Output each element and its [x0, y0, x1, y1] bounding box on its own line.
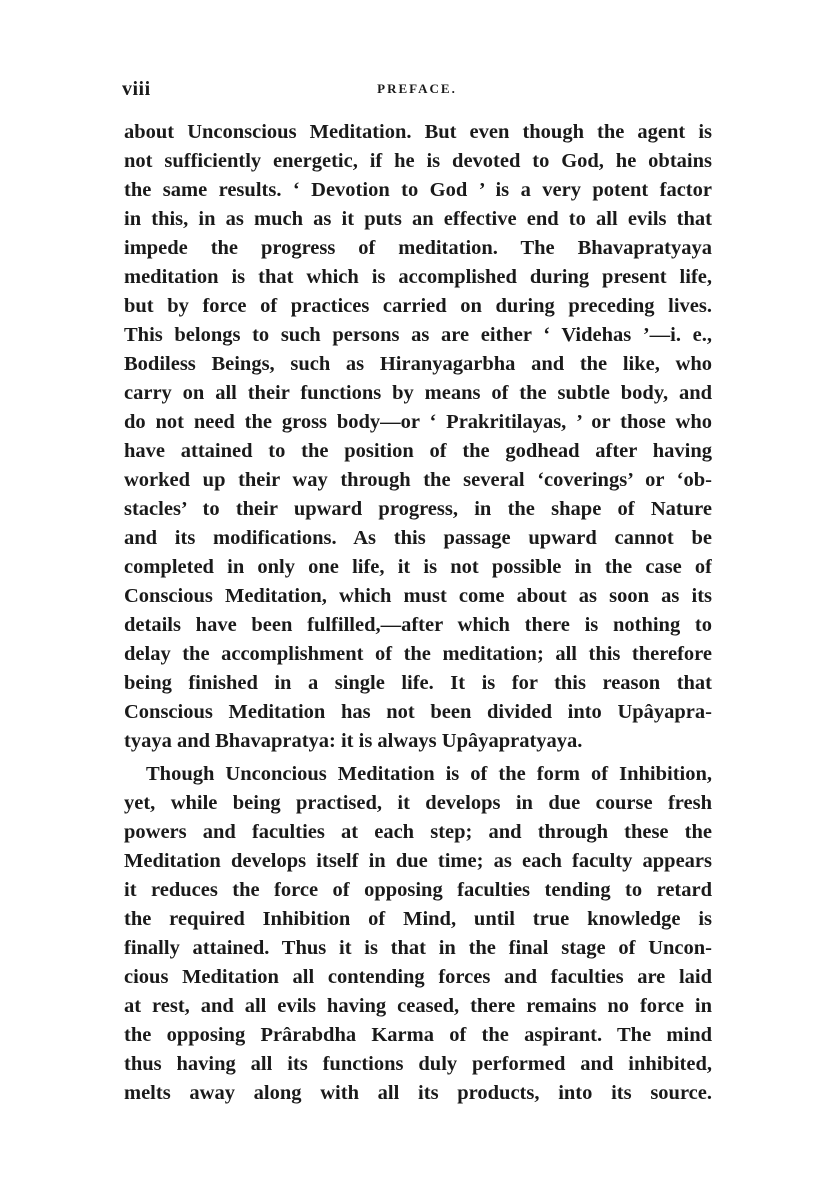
text-line: tyaya and Bhavapratya: it is always Upâyapratyaya. [124, 730, 583, 752]
text-line: being finished in a single life. It is for this reason that [124, 672, 712, 694]
page-number: viii [122, 78, 151, 100]
text-line: delay the accomplishment of the meditation; all this therefore [124, 643, 712, 665]
text-line: carry on all their functions by means of the subtle body, and [124, 382, 712, 404]
text-line: cious Meditation all contending forces and faculties are laid [124, 966, 712, 988]
text-line: do not need the gross body—or ‘ Prakritilayas, ’ or those who [124, 411, 712, 433]
running-head: PREFACE. [377, 81, 457, 96]
text-line: Conscious Meditation, which must come about as soon as its [124, 585, 712, 607]
text-line: Bodiless Beings, such as Hiranyagarbha and the like, who [124, 353, 712, 375]
text-line: stacles’ to their upward progress, in the shape of Nature [124, 498, 712, 520]
text-line: This belongs to such persons as are either ‘ Videhas ’—i. e., [124, 324, 712, 346]
text-line: melts away along with all its products, into its source. [124, 1082, 712, 1104]
text-line: Though Unconcious Meditation is of the form of Inhibition, [146, 763, 712, 785]
text-line: but by force of practices carried on during preceding lives. [124, 295, 712, 317]
text-line: details have been fulfilled,—after which there is nothing to [124, 614, 712, 636]
text-line: it reduces the force of opposing faculties tending to retard [124, 879, 712, 901]
text-line: worked up their way through the several ‘coverings’ or ‘ob- [124, 469, 712, 491]
text-line: the required Inhibition of Mind, until true knowledge is [124, 908, 712, 930]
text-line: Conscious Meditation has not been divided into Upâyapra- [124, 701, 712, 723]
page-header [122, 78, 712, 102]
text-line: Meditation develops itself in due time; as each faculty appears [124, 850, 712, 872]
text-line: the same results. ‘ Devotion to God ’ is a very potent factor [124, 179, 712, 201]
text-line: thus having all its functions duly performed and inhibited, [124, 1053, 712, 1075]
text-line: and its modifications. As this passage upward cannot be [124, 527, 712, 549]
text-line: at rest, and all evils having ceased, there remains no force in [124, 995, 712, 1017]
text-line: have attained to the position of the godhead after having [124, 440, 712, 462]
text-line: about Unconscious Meditation. But even though the agent is [124, 121, 712, 143]
text-line: meditation is that which is accomplished during present life, [124, 266, 712, 288]
text-line: the opposing Prârabdha Karma of the aspirant. The mind [124, 1024, 712, 1046]
text-line: not sufficiently energetic, if he is devoted to God, he obtains [124, 150, 712, 172]
text-line: in this, in as much as it puts an effective end to all evils that [124, 208, 712, 230]
text-line: finally attained. Thus it is that in the final stage of Uncon- [124, 937, 712, 959]
text-line: yet, while being practised, it develops in due course fresh [124, 792, 712, 814]
text-line: impede the progress of meditation. The Bhavapratyaya [124, 237, 712, 259]
text-line: powers and faculties at each step; and through these the [124, 821, 712, 843]
text-line: completed in only one life, it is not possible in the case of [124, 556, 712, 578]
